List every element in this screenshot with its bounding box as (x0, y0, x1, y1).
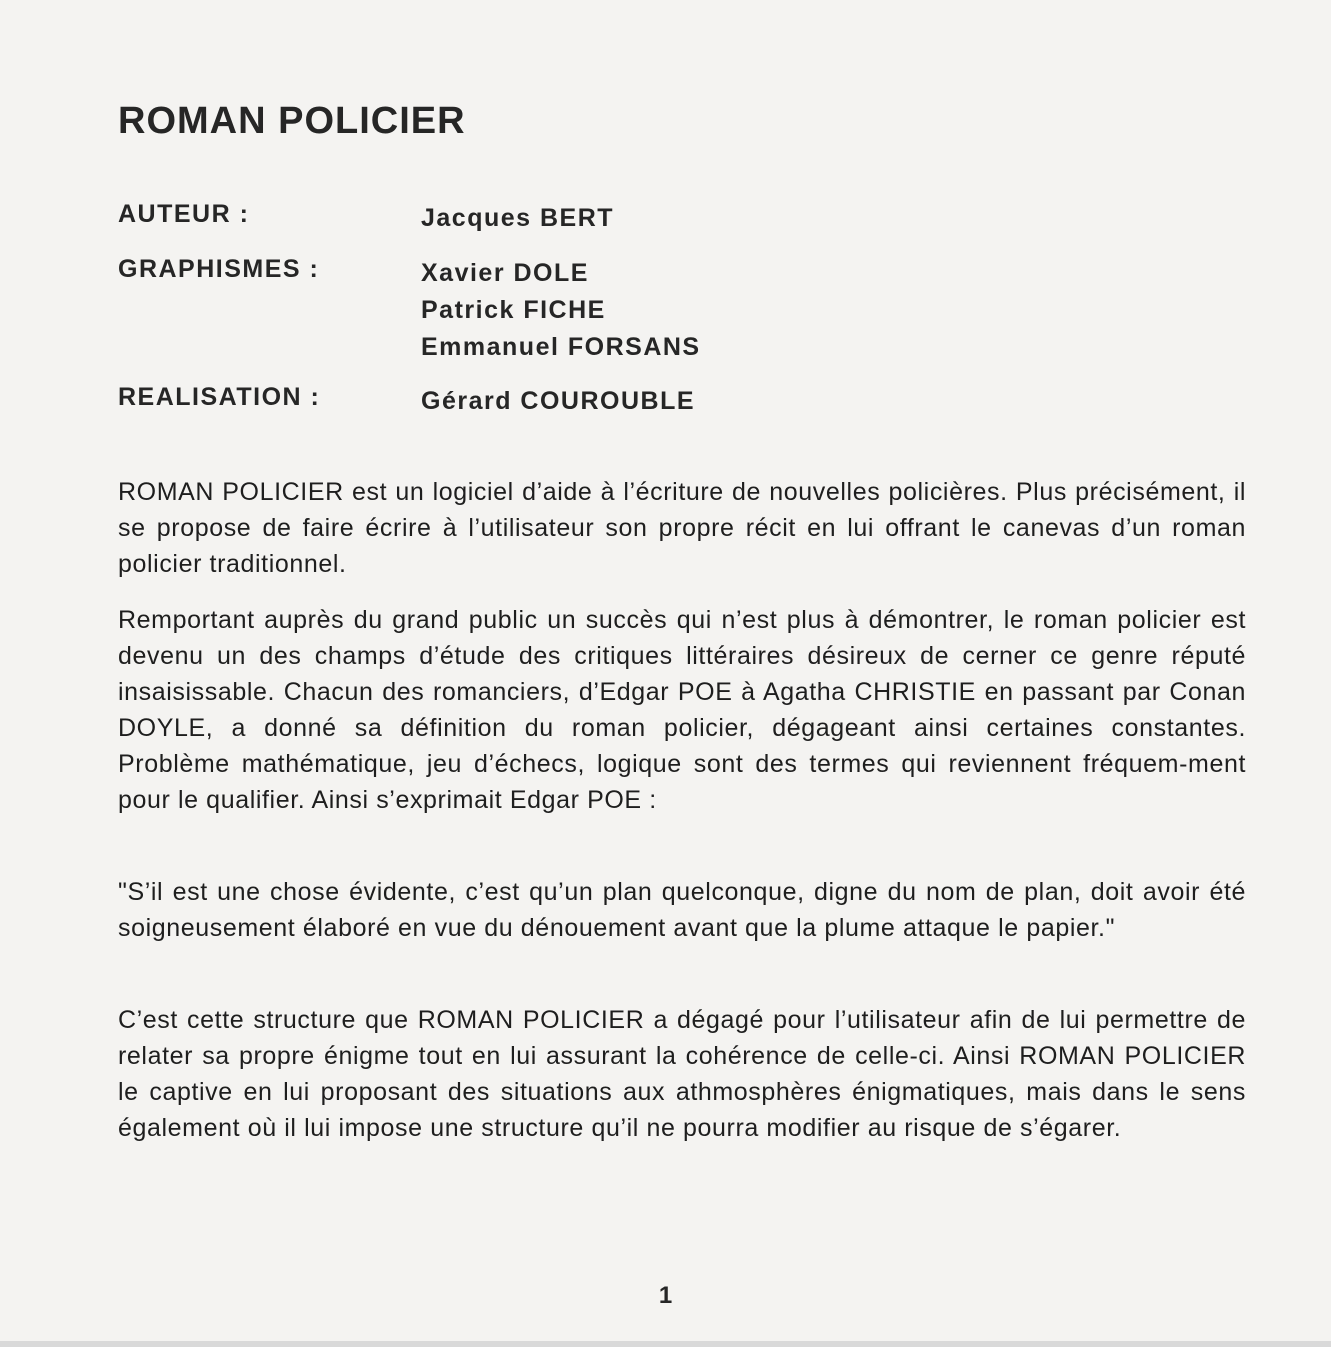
credit-graphics (118, 255, 701, 366)
credit-label-realisation: REALISATION : (118, 383, 321, 411)
credit-label-graphics: GRAPHISMES : (118, 255, 320, 283)
credit-name-realisation: Gérard COUROUBLE (421, 387, 696, 415)
paragraph-context: Remportant auprès du grand public un succès qui n’est plus à démontrer, le roman policier est devenu un des champs d’étude des critiques littéraires désireux de cerner ce genre réputé insaisissable. Chacun des romanciers, d’Edgar POE à Agatha CHRISTIE en passant par Conan DOYLE, a donné sa définition du roman policier, dégageant ainsi certaines constantes. Problème mathématique, jeu d’échecs, logique sont des termes qui reviennent fréquem-ment pour le qualifier. Ainsi s’exprimait Edgar POE : (118, 606, 1246, 814)
paragraph-quote: "S’il est une chose évidente, c’est qu’un plan quelconque, digne du nom de plan, doit avoir été soigneusement élaboré en vue du dénouement avant que la plume attaque le papier." (118, 878, 1246, 942)
credit-name-author: Jacques BERT (421, 204, 615, 232)
credits-block (118, 200, 918, 415)
paragraph-structure: C’est cette structure que ROMAN POLICIER a dégagé pour l’utilisateur afin de lui permettre de relater sa propre énigme tout en lui assurant la cohérence de celle-ci. Ainsi ROMAN POLICIER le captive en lui proposant des situations aux athmosphères énigmatiques, mais dans le sens également où il lui impose une structure qu’il ne pourra modifier au risque de s’égarer. (118, 1006, 1246, 1142)
credit-label-author: AUTEUR : (118, 200, 250, 228)
paragraph-intro: ROMAN POLICIER est un logiciel d’aide à l’écriture de nouvelles policières. Plus précisément, il se propose de faire écrire à l’utilisateur son propre récit en lui offrant le canevas d’un roman policier traditionnel. (118, 478, 1246, 578)
page-number: 1 (658, 1282, 673, 1309)
credit-name-graphics: Xavier DOLE (421, 259, 589, 287)
document-title: ROMAN POLICIER (118, 100, 466, 142)
credit-author (118, 200, 918, 237)
credit-name-graphics: Patrick FICHE (421, 296, 606, 324)
credit-name-graphics: Emmanuel FORSANS (421, 333, 701, 361)
page-edge (0, 1341, 1331, 1347)
credit-realisation (118, 383, 695, 420)
